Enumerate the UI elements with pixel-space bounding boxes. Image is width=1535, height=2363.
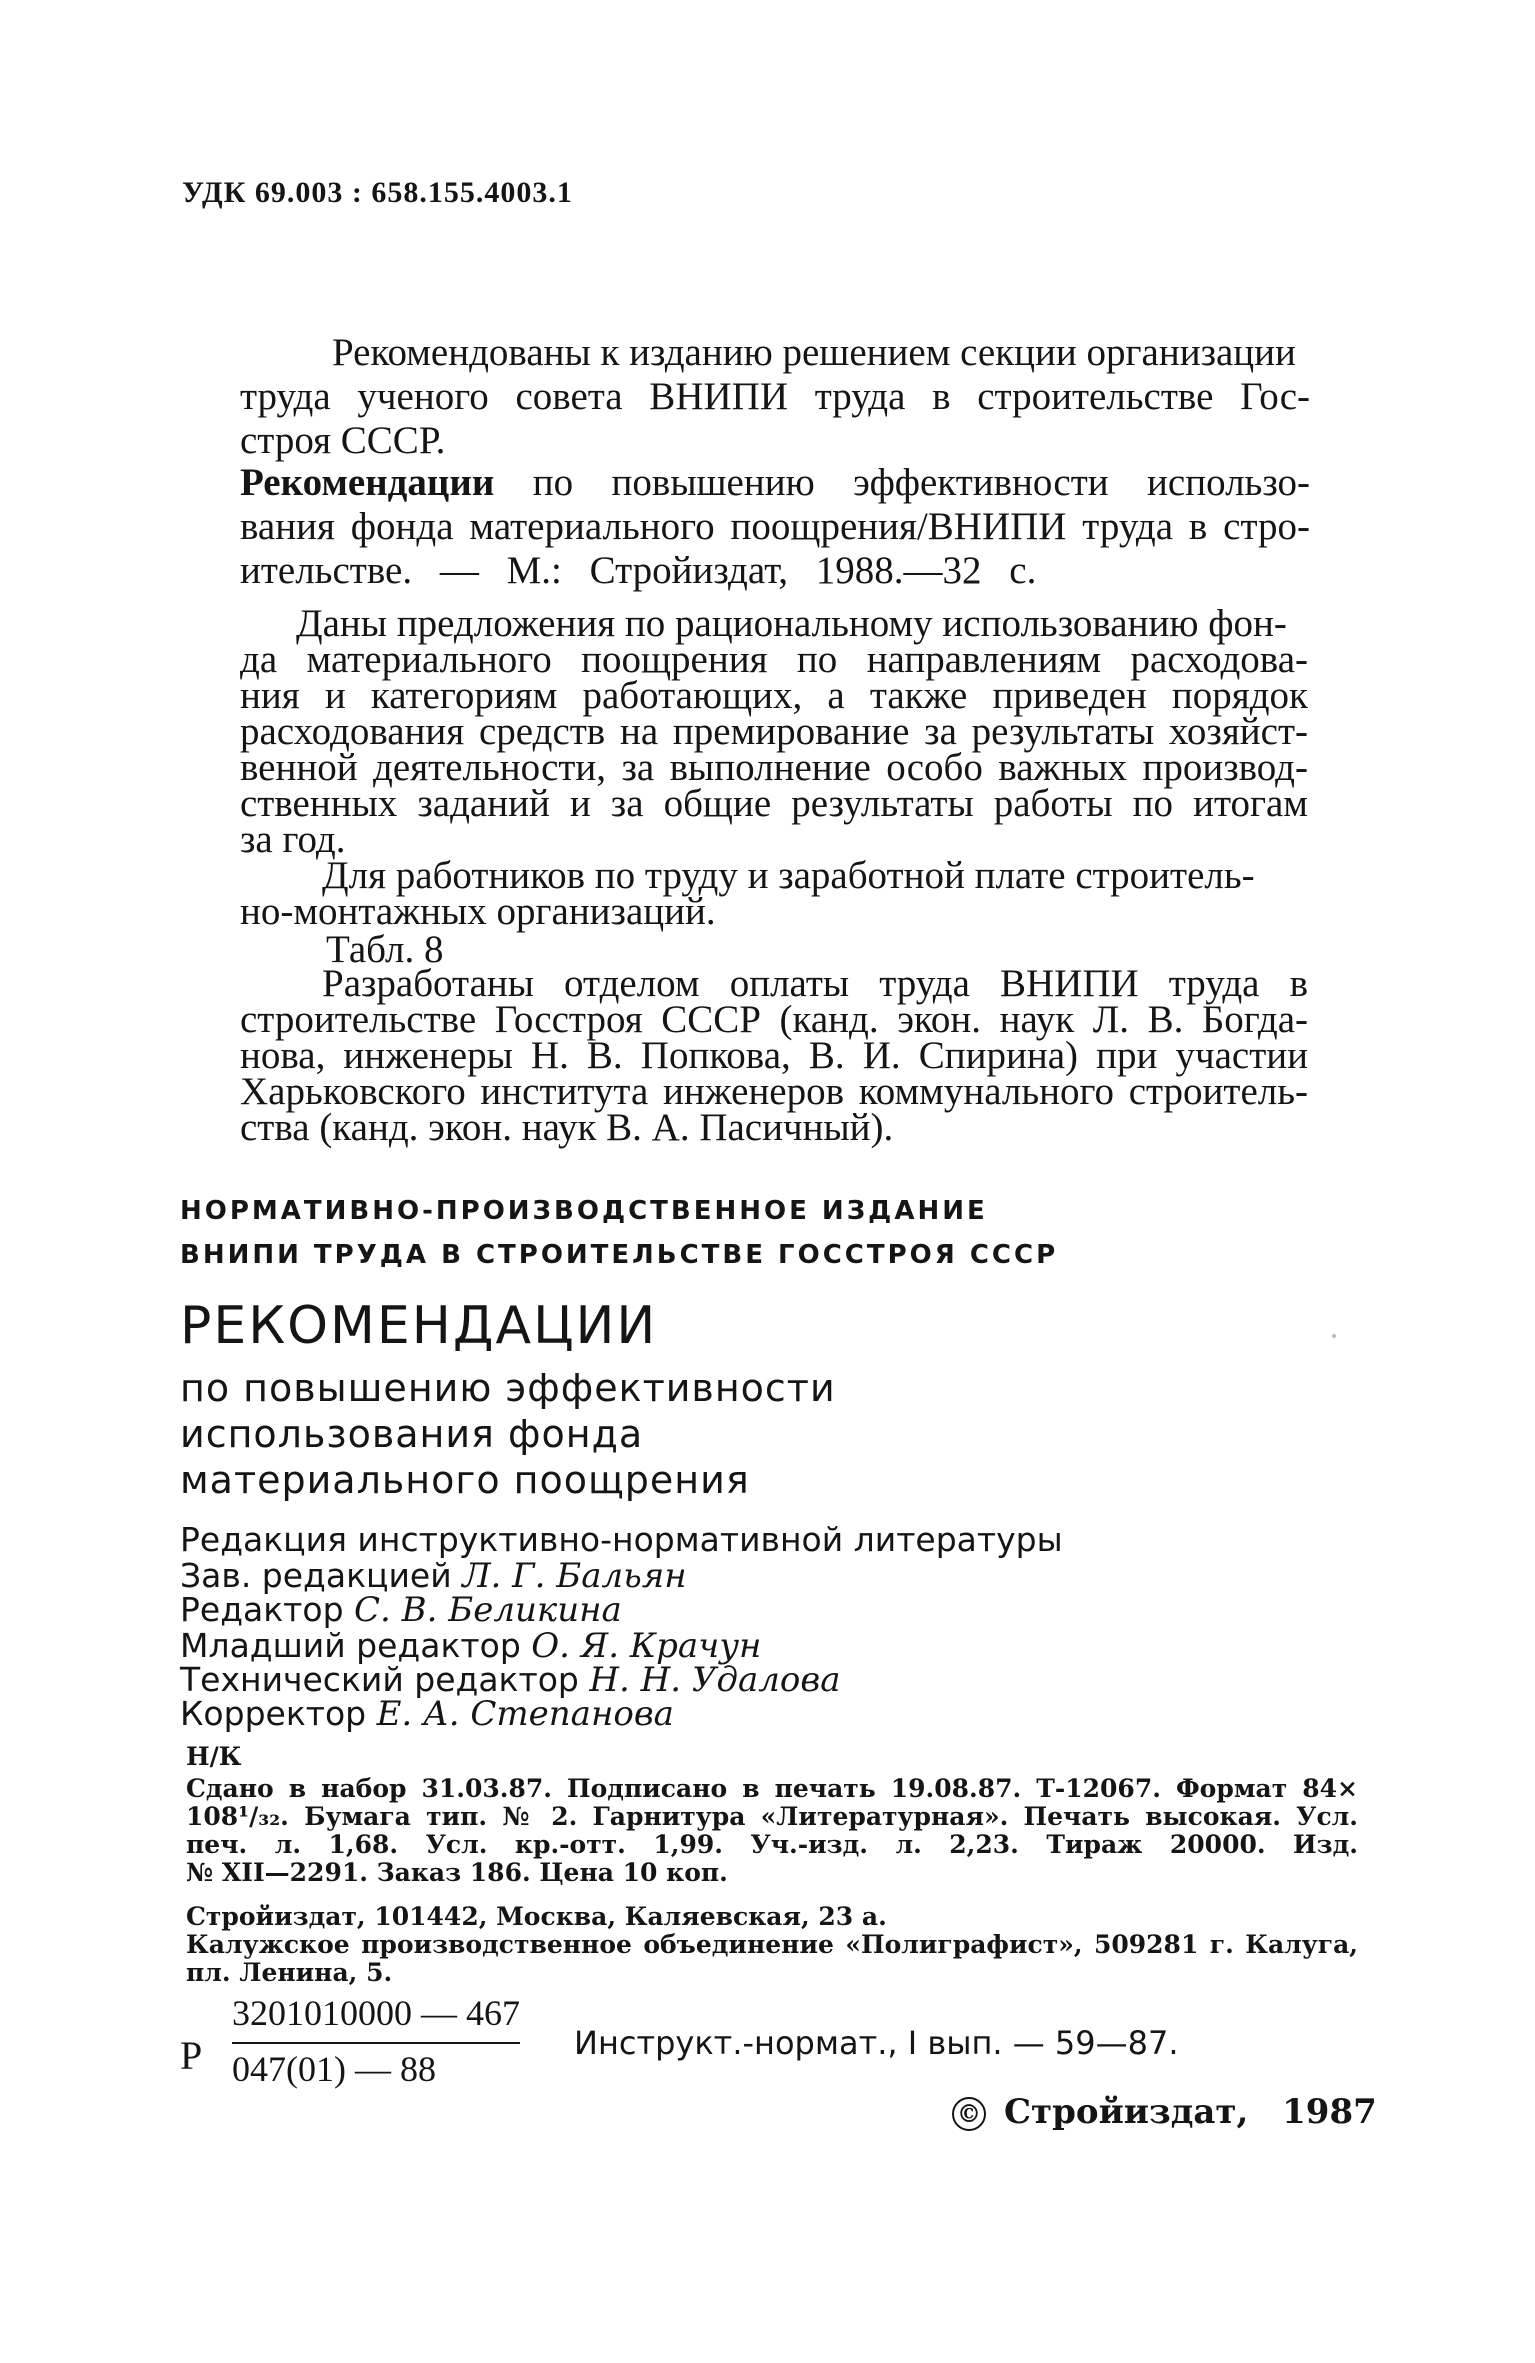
annotation-line: строительстве Госстроя СССР (канд. экон. наук Л. В. Богда- xyxy=(240,998,1308,1041)
role-label: Редактор xyxy=(180,1590,344,1629)
annotation-line: за год. xyxy=(240,818,346,861)
fraction-bar xyxy=(232,2042,520,2044)
annotation-line: Для работников по труду и заработной плате строитель- xyxy=(322,854,1255,897)
person-name: Е. А. Степанова xyxy=(376,1694,674,1734)
subtitle-line: использования фонда xyxy=(180,1412,644,1456)
annotation-line: Разработаны отделом оплаты труда ВНИПИ труда в xyxy=(322,962,1308,1005)
code-prefix: Р xyxy=(180,2033,203,2078)
publisher-address: Стройиздат, 101442, Москва, Каляевская, 23 а. xyxy=(186,1902,887,1931)
nk-mark: Н/К xyxy=(186,1742,242,1771)
annotation-line: но-монтажных организаций. xyxy=(240,890,716,933)
bibliography-line-1 xyxy=(240,460,1310,505)
annotation-line: Харьковского института инженеров коммунального строитель- xyxy=(240,1070,1308,1113)
annotation-line: ственных заданий и за общие результаты работы по итогам xyxy=(240,782,1308,825)
copyright xyxy=(952,2092,1377,2132)
person-name: Н. Н. Удалова xyxy=(589,1660,841,1700)
annotation-line: ства (канд. экон. наук В. А. Пасичный). xyxy=(240,1106,894,1149)
person-name: Л. Г. Бальян xyxy=(462,1556,687,1596)
copyright-text: Стройиздат, 1987 xyxy=(1004,2092,1377,2132)
imprint-line: печ. л. 1,68. Усл. кр.-отт. 1,99. Уч.-изд. л. 2,23. Тираж 20000. Изд. xyxy=(186,1830,1358,1859)
code-numerator: 3201010000 — 467 xyxy=(232,1993,520,2033)
bibliography-line-2: вания фонда материального поощрения/ВНИПИ труда в стро- xyxy=(240,505,1310,548)
imprint-line: 108¹/₃₂. Бумага тип. № 2. Гарнитура «Литературная». Печать высокая. Усл. xyxy=(186,1802,1358,1831)
person-name: О. Я. Крачун xyxy=(531,1626,762,1666)
annotation-line: венной деятельности, за выполнение особо важных производ- xyxy=(240,746,1308,789)
recommendation-line-1: Рекомендованы к изданию решением секции организации xyxy=(332,331,1296,374)
code-denominator: 047(01) — 88 xyxy=(232,2049,436,2089)
annotation-line: нова, инженеры Н. В. Попкова, В. И. Спирина) при участии xyxy=(240,1034,1308,1077)
tables-count: Табл. 8 xyxy=(326,928,444,971)
role-label: Корректор xyxy=(180,1694,367,1733)
printer-address: пл. Ленина, 5. xyxy=(186,1958,393,1987)
series-info: Инструкт.-нормат., I вып. — 59—87. xyxy=(574,2024,1179,2062)
imprint-line: № XII—2291. Заказ 186. Цена 10 коп. xyxy=(186,1858,728,1887)
editor xyxy=(180,1590,622,1630)
speck xyxy=(1332,1334,1336,1338)
organization: ВНИПИ ТРУДА В СТРОИТЕЛЬСТВЕ ГОССТРОЯ СССР xyxy=(180,1240,1059,1270)
edition-type: НОРМАТИВНО-ПРОИЗВОДСТВЕННОЕ ИЗДАНИЕ xyxy=(180,1196,988,1226)
subtitle-line: материального поощрения xyxy=(180,1458,750,1502)
udk-code: УДК 69.003 : 658.155.4003.1 xyxy=(182,176,573,209)
copyright-icon: © xyxy=(952,2097,986,2131)
bibliography-lead: Рекомендации xyxy=(240,461,495,504)
bibliography-line-1-text: по повышению эффективности использо- xyxy=(532,461,1310,504)
corrector xyxy=(180,1694,674,1734)
subtitle-line: по повышению эффективности xyxy=(180,1366,836,1410)
role-label: Технический редактор xyxy=(180,1660,579,1699)
role-label: Младший редактор xyxy=(180,1626,521,1665)
role-label: Зав. редакцией xyxy=(180,1556,452,1595)
recommendation-line-2: труда ученого совета ВНИПИ труда в строительстве Гос- xyxy=(240,375,1310,418)
annotation-line: Даны предложения по рациональному использованию фон- xyxy=(296,602,1287,645)
recommendation-line-3: строя СССР. xyxy=(240,419,446,462)
person-name: С. В. Беликина xyxy=(354,1590,622,1630)
printer-address: Калужское производственное объединение «Полиграфист», 509281 г. Калуга, xyxy=(186,1930,1358,1959)
annotation-line: да материального поощрения по направлениям расходова- xyxy=(240,638,1308,681)
imprint-line: Сдано в набор 31.03.87. Подписано в печать 19.08.87. Т-12067. Формат 84× xyxy=(186,1774,1358,1803)
annotation-line: ния и категориям работающих, а также приведен порядок xyxy=(240,674,1308,717)
editorial-office: Редакция инструктивно-нормативной литературы xyxy=(180,1520,1063,1559)
book-title: РЕКОМЕНДАЦИИ xyxy=(180,1296,658,1356)
bibliography-line-3: ительстве. — М.: Стройиздат, 1988.—32 с. xyxy=(240,549,1037,592)
annotation-line: расходования средств на премирование за результаты хозяйст- xyxy=(240,710,1308,753)
